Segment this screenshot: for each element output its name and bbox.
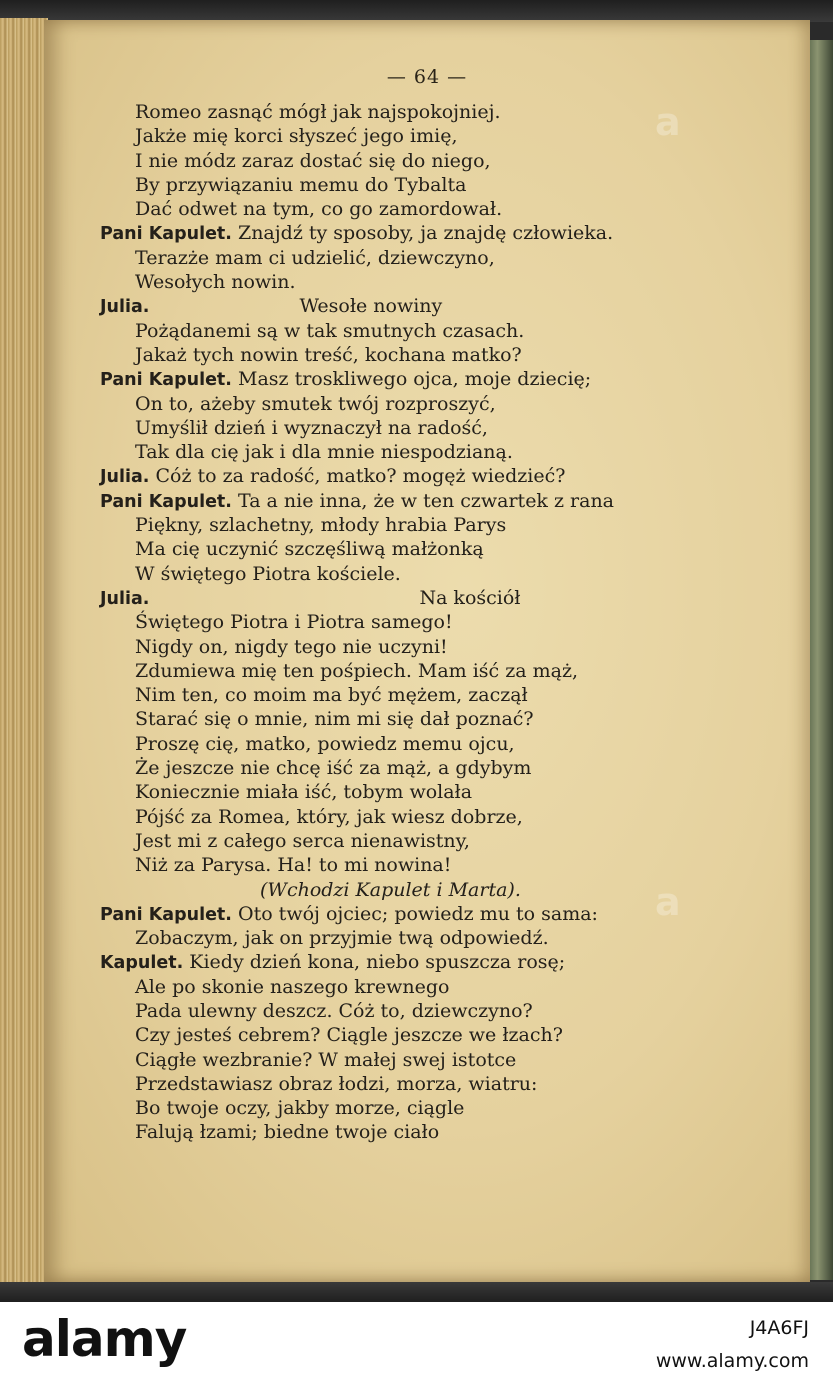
speaker-name: Julia. — [100, 588, 150, 609]
verse-line: Nigdy on, nigdy tego nie uczyni! — [135, 635, 448, 658]
speaker-name: Pani Kapulet. — [100, 370, 232, 391]
speech-line — [100, 586, 740, 610]
watermark-overlay: a — [655, 880, 680, 924]
verse-line: Niż za Parysa. Ha! to mi nowina! — [135, 854, 452, 877]
speaker-name: Julia. — [100, 297, 150, 318]
speaker-name: Pani Kapulet. — [100, 904, 232, 925]
verse-line: Umyślił dzień i wyznaczył na radość, — [135, 416, 488, 439]
page-stack-edge — [0, 18, 48, 1290]
verse-line: W świętego Piotra kościele. — [135, 562, 401, 585]
speaker-name: Pani Kapulet. — [100, 224, 232, 245]
speech-line — [100, 221, 740, 245]
image-id: J4A6FJ — [749, 1317, 809, 1339]
verse-line: Starać się o mnie, nim mi się dał poznać? — [135, 708, 534, 731]
verse-line: Zobaczym, jak on przyjmie twą odpowiedź. — [135, 927, 549, 950]
speech-line — [100, 294, 740, 318]
verse-line: Tak dla cię jak i dla mnie niespodzianą. — [135, 441, 513, 464]
verse-line: Terazże mam ci udzielić, dziewczyno, — [135, 246, 495, 269]
speech-text: Ta a nie inna, że w ten czwartek z rana — [231, 489, 615, 512]
verse-line: Jakaż tych nowin treść, kochana matko? — [135, 343, 522, 366]
book-cover-edge — [807, 40, 833, 1280]
speech-text: Znajdź ty sposoby, ja znajdę człowieka. — [231, 222, 614, 245]
speech-line — [100, 902, 740, 926]
verse-line: Pada ulewny deszcz. Cóż to, dziewczyno? — [135, 999, 533, 1022]
verse-line: Jest mi z całego serca nienawistny, — [135, 829, 470, 852]
verse-line: Pożądanemi są w tak smutnych czasach. — [135, 319, 525, 342]
speech-text: Cóż to za radość, matko? mogęż wiedzieć? — [149, 465, 566, 488]
verse-line: Przedstawiasz obraz łodzi, morza, wiatru: — [135, 1072, 538, 1095]
speech-text: Oto twój ojciec; powiedz mu to sama: — [231, 902, 598, 925]
verse-line: Wesołych nowin. — [135, 271, 296, 294]
alamy-logo: alamy — [22, 1310, 187, 1368]
speaker-name: Kapulet. — [100, 953, 184, 974]
verse-line: Świętego Piotra i Piotra samego! — [135, 611, 453, 634]
verse-line: By przywiązaniu memu do Tybalta — [135, 173, 467, 196]
speech-text: Kiedy dzień kona, niebo spuszcza rosę; — [183, 951, 566, 974]
verse-line: Zdumiewa mię ten pośpiech. Mam iść za mąż, — [135, 659, 579, 682]
verse-line: I nie módz zaraz dostać się do niego, — [135, 149, 491, 172]
verse-line: Bo twoje oczy, jakby morze, ciągle — [135, 1097, 465, 1120]
verse-line: Jakże mię korci słyszeć jego imię, — [135, 125, 458, 148]
verse-line: Pójść za Romea, który, jak wiesz dobrze, — [135, 805, 523, 828]
speech-line — [100, 489, 740, 513]
stage-direction: (Wchodzi Kapulet i Marta). — [260, 878, 521, 901]
speech-line — [100, 950, 740, 974]
verse-line: Nim ten, co moim ma być mężem, zaczął — [135, 684, 528, 707]
verse-line: Że jeszcze nie chcę iść za mąż, a gdybym — [135, 757, 532, 780]
play-text — [100, 100, 740, 1145]
verse-line: Ciągłe wezbranie? W małej swej istotce — [135, 1048, 517, 1071]
verse-line: Ale po skonie naszego krewnego — [135, 975, 450, 998]
verse-line: Dać odwet na tym, co go zamordował. — [135, 198, 503, 221]
page-number: — 64 — — [386, 66, 468, 88]
verse-line: Koniecznie miała iść, tobym wolała — [135, 781, 473, 804]
speaker-name: Julia. — [100, 467, 150, 488]
speech-text: Masz troskliwego ojca, moje dziecię; — [231, 368, 592, 391]
speaker-name: Pani Kapulet. — [100, 491, 232, 512]
verse-line: Romeo zasnąć mógł jak najspokojniej. — [135, 101, 501, 123]
verse-line: Ma cię uczynić szczęśliwą małżonką — [135, 538, 484, 561]
speech-line — [100, 464, 740, 488]
verse-line: Proszę cię, matko, powiedz memu ojcu, — [135, 732, 515, 755]
speech-text: Wesołe nowiny — [299, 295, 443, 318]
verse-line: On to, ażeby smutek twój rozproszyć, — [135, 392, 496, 415]
verse-line: Czy jesteś cebrem? Ciągle jeszcze we łzach? — [135, 1024, 563, 1047]
top-border — [0, 0, 833, 22]
watermark-overlay: a — [655, 100, 680, 144]
bottom-border — [0, 1282, 833, 1302]
verse-line: Falują łzami; biedne twoje ciało — [135, 1121, 440, 1144]
verse-line: Piękny, szlachetny, młody hrabia Parys — [135, 514, 507, 537]
alamy-url: www.alamy.com — [655, 1350, 809, 1372]
speech-line — [100, 367, 740, 391]
speech-text: Na kościół — [419, 586, 521, 609]
